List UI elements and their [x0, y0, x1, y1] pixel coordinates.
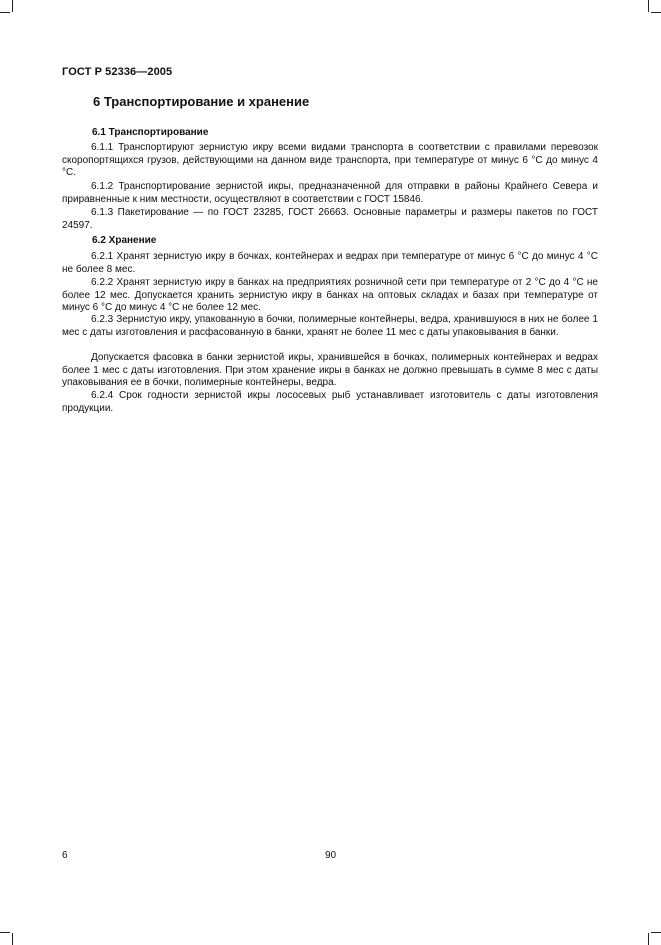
paragraph-6-2-2: 6.2.2 Хранят зернистую икру в банках на предприятиях розничной сети при температуре от 2 °С до 4 °С не более 12 мес. Допускается хранить зернистую икру в банках на оптовых складах и базах при температуре от минус 6 °С до минус 4 °С не более 12 мес. — [62, 277, 598, 313]
page-number-left: 6 — [62, 850, 68, 861]
paragraph-6-2-1: 6.2.1 Хранят зернистую икру в бочках, контейнерах и ведрах при температуре от минус 6 °С до минус 4 °С не более 8 мес. — [62, 251, 598, 275]
crop-mark-top-left-h — [0, 12, 10, 13]
crop-mark-top-left — [12, 0, 13, 12]
crop-mark-top-right-h — [651, 12, 661, 13]
crop-mark-bottom-left — [12, 933, 13, 945]
paragraph-6-1-3: 6.1.3 Пакетирование — по ГОСТ 23285, ГОСТ 26663. Основные параметры и размеры пакетов по ГОСТ 24597. — [62, 207, 598, 231]
crop-mark-top-right — [648, 0, 649, 12]
paragraph-6-2-4: 6.2.4 Срок годности зернистой икры лососевых рыб устанавливает изготовитель с даты изготовления продукции. — [62, 390, 598, 414]
paragraph-packaging: Допускается фасовка в банки зернистой икры, хранившейся в бочках, полимерных контейнерах и ведрах более 1 мес с даты изготовления. При этом хранение икры в банках не должно превышать в сумме 8 мес с даты упаковывания ее в бочки, полимерные контейнеры, ведра. — [62, 352, 598, 388]
crop-mark-bottom-left-h — [0, 932, 10, 933]
crop-mark-bottom-right — [648, 933, 649, 945]
paragraph-6-2-3: 6.2.3 Зернистую икру, упакованную в бочки, полимерные контейнеры, ведра, хранившуюся в них не более 1 мес с даты изготовления и расфасованную в банки, хранят не более 11 мес с даты упаковывания в банки. — [62, 314, 598, 338]
page-number-center: 90 — [324, 850, 337, 861]
paragraph-6-1-1: 6.1.1 Транспортируют зернистую икру всеми видами транспорта в соответствии с правилами перевозок скоропортящихся грузов, действующими на данном виде транспорта, при температуре от минус 6 °С до минус 4 °С. — [62, 142, 598, 178]
subsection-title-transport: 6.1 Транспортирование — [92, 127, 209, 138]
section-title: 6 Транспортирование и хранение — [93, 94, 310, 109]
subsection-title-storage: 6.2 Хранение — [92, 235, 157, 246]
document-number: ГОСТ Р 52336—2005 — [62, 66, 173, 78]
crop-mark-bottom-right-h — [651, 932, 661, 933]
paragraph-6-1-2: 6.1.2 Транспортирование зернистой икры, предназначенной для отправки в районы Крайнего Севера и приравненные к ним местности, осуществляют в соответствии с ГОСТ 15846. — [62, 181, 598, 205]
